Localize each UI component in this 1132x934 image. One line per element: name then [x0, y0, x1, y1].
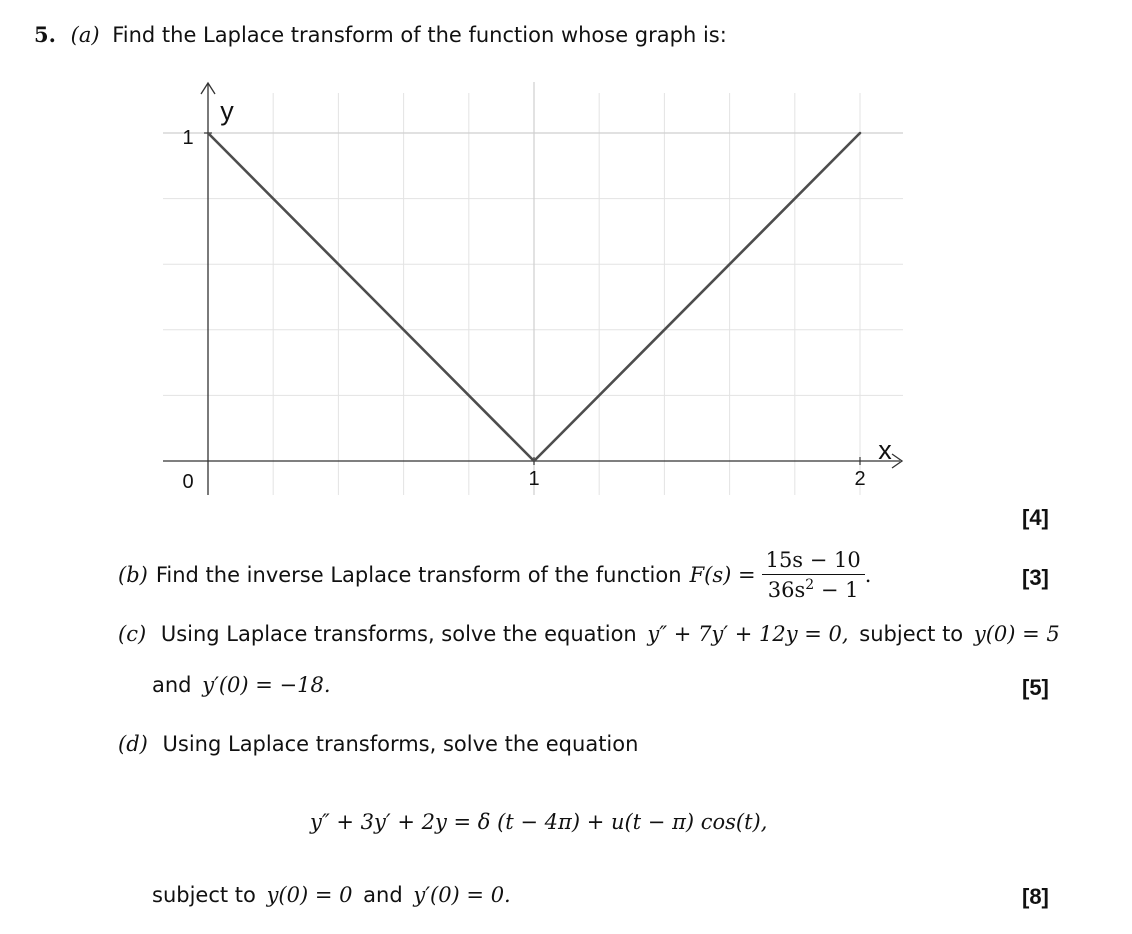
x-axis-label: x [878, 435, 892, 465]
part-d-marks: [8] [1022, 884, 1049, 909]
part-d-label: (d) [118, 732, 148, 756]
part-b [118, 543, 871, 607]
part-c-line2 [152, 675, 331, 696]
part-d-text: Using Laplace transforms, solve the equation [162, 732, 639, 756]
part-a-label: (a) [70, 23, 100, 47]
x-tick-label-1: 1 [528, 468, 540, 490]
part-a-marks: [4] [1022, 505, 1049, 530]
part-d-cond1: y(0) = 0 [266, 883, 353, 907]
part-c-line1 [118, 624, 1060, 645]
part-c-text3: and [152, 673, 192, 697]
data-point [533, 460, 536, 463]
y-tick-label-1: 1 [182, 127, 194, 149]
graph-labels [182, 96, 892, 493]
part-c-equation: y″ + 7y′ + 12y = 0, [647, 622, 849, 646]
part-b-lhs: F(s) = [689, 562, 756, 587]
part-d-line3 [152, 885, 511, 906]
part-c-cond1: y(0) = 5 [973, 622, 1060, 646]
part-c-cond2: y′(0) = −18. [202, 673, 331, 697]
part-d-cond2: y′(0) = 0. [413, 883, 511, 907]
part-b-fraction [762, 547, 865, 602]
y-axis-label: y [220, 96, 234, 126]
part-c-text1: Using Laplace transforms, solve the equation [160, 622, 637, 646]
origin-label: 0 [182, 471, 194, 493]
data-point [859, 132, 862, 135]
part-d-line1 [118, 734, 638, 755]
part-c-marks: [5] [1022, 675, 1049, 700]
part-b-label: (b) [118, 562, 148, 587]
data-point [207, 132, 210, 135]
part-c-label: (c) [118, 622, 147, 646]
question-number: 5. [34, 22, 56, 47]
part-d-text2: subject to [152, 883, 256, 907]
part-b-marks: [3] [1022, 565, 1049, 590]
x-tick-label-2: 2 [854, 468, 866, 490]
part-d-equation: y″ + 3y′ + 2y = δ (t − 4π) + u(t − π) cos(t), [310, 810, 768, 834]
graph-axes [163, 83, 902, 495]
part-a-text: Find the Laplace transform of the function whose graph is: [112, 23, 727, 47]
part-b-text: Find the inverse Laplace transform of the function [155, 562, 682, 587]
graph-grid [163, 82, 903, 495]
fraction-denominator: $36s^2 - 1$ [767, 576, 859, 602]
part-d-text3: and [363, 883, 403, 907]
part-b-end: . [864, 562, 872, 587]
fraction-numerator: 15s − 10 [762, 550, 865, 575]
part-c-text2: subject to [859, 622, 964, 646]
